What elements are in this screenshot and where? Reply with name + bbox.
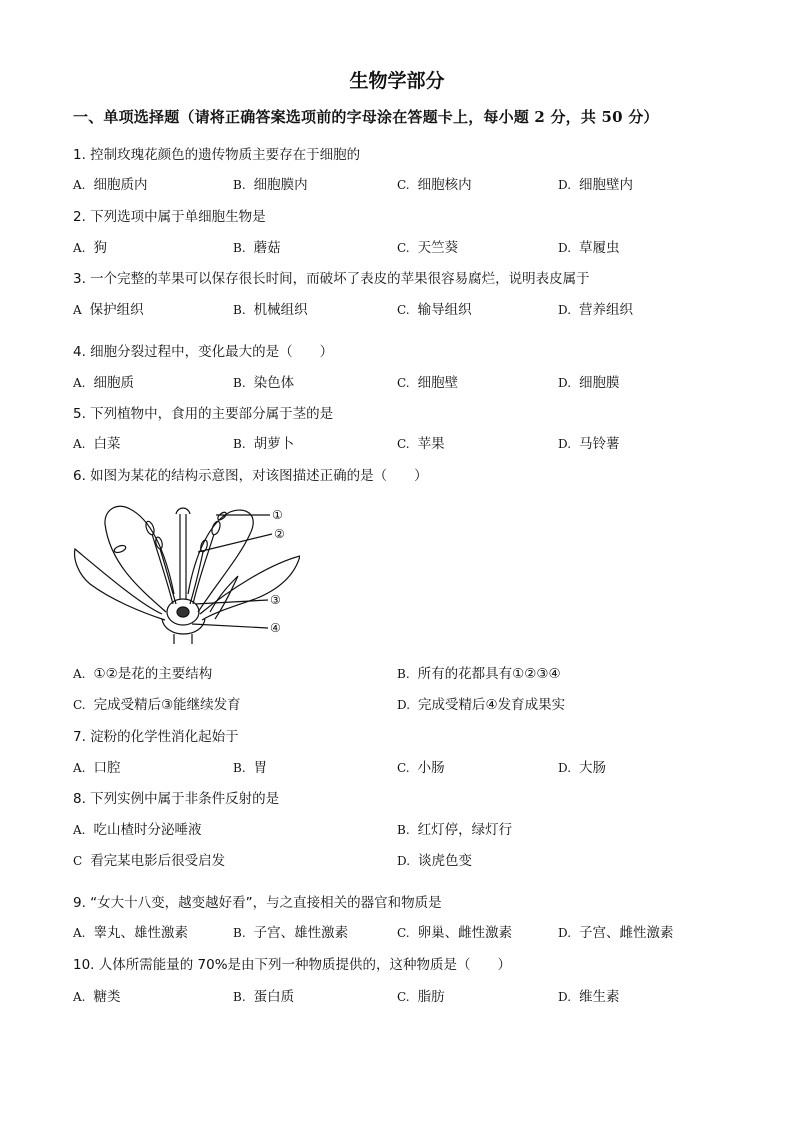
q1-option-b[interactable]: B. 细胞膜内	[233, 177, 308, 193]
q5-option-d[interactable]: D. 马铃薯	[558, 436, 620, 452]
section-heading: 一、单项选择题（请将正确答案选项前的字母涂在答题卡上，每小题 2 分，共 50 分）	[73, 108, 659, 126]
style	[180, 514, 186, 599]
q5-option-c[interactable]: C. 苹果	[397, 436, 445, 452]
anther-fallen-2	[217, 511, 228, 521]
q8-option-a[interactable]: A. 吃山楂时分泌唾液	[73, 822, 202, 838]
stem	[174, 634, 192, 644]
q3-option-d[interactable]: D. 营养组织	[558, 302, 634, 318]
q5-option-a[interactable]: A. 白菜	[73, 436, 121, 452]
page-title: 生物学部分	[349, 70, 445, 92]
filament-3	[160, 549, 176, 604]
petal-lower-left	[75, 549, 165, 620]
q3-option-c[interactable]: C. 输导组织	[397, 302, 472, 318]
q8-option-c[interactable]: C 看完某电影后很受启发	[73, 853, 226, 869]
question-5-stem: 5. 下列植物中，食用的主要部分属于茎的是	[73, 406, 334, 422]
leader-2	[198, 534, 272, 552]
question-10-stem: 10. 人体所需能量的 70%是由下列一种物质提供的，这种物质是（ ）	[73, 957, 512, 973]
q8-option-b[interactable]: B. 红灯停，绿灯行	[397, 822, 513, 838]
anther-fallen-1	[113, 544, 126, 554]
q2-option-d[interactable]: D. 草履虫	[558, 240, 620, 256]
figure-label-1: ①	[272, 508, 283, 522]
question-8-stem: 8. 下列实例中属于非条件反射的是	[73, 791, 280, 807]
stigma	[176, 508, 190, 514]
anther-2	[210, 520, 221, 536]
q9-option-d[interactable]: D. 子宫、雌性激素	[558, 925, 674, 941]
q2-option-a[interactable]: A. 狗	[73, 240, 107, 256]
q4-option-c[interactable]: C. 细胞壁	[397, 375, 459, 391]
q2-option-c[interactable]: C. 天竺葵	[397, 240, 459, 256]
q3-option-b[interactable]: B. 机械组织	[233, 302, 308, 318]
q8-option-d[interactable]: D. 谈虎色变	[397, 853, 473, 869]
q2-option-b[interactable]: B. 蘑菇	[233, 240, 281, 256]
figure-label-3: ③	[270, 593, 281, 607]
question-6-stem: 6. 如图为某花的结构示意图，对该图描述正确的是（ ）	[73, 468, 428, 484]
q3-option-a[interactable]: A 保护组织	[73, 302, 144, 318]
figure-label-4: ④	[270, 621, 281, 635]
ovule	[177, 607, 189, 617]
q4-option-b[interactable]: B. 染色体	[233, 375, 295, 391]
q1-option-c[interactable]: C. 细胞核内	[397, 177, 472, 193]
q10-option-b[interactable]: B. 蛋白质	[233, 989, 295, 1005]
q5-option-b[interactable]: B. 胡萝卜	[233, 436, 295, 452]
q10-option-c[interactable]: C. 脂肪	[397, 989, 445, 1005]
q9-option-b[interactable]: B. 子宫、雄性激素	[233, 925, 349, 941]
q7-option-b[interactable]: B. 胃	[233, 760, 268, 776]
question-2-stem: 2. 下列选项中属于单细胞生物是	[73, 209, 266, 225]
q7-option-a[interactable]: A. 口腔	[73, 760, 121, 776]
figure-label-2: ②	[274, 527, 285, 541]
receptacle	[162, 619, 205, 634]
q10-option-a[interactable]: A. 糖类	[73, 989, 121, 1005]
question-1-stem: 1. 控制玫瑰花颜色的遗传物质主要存在于细胞的	[73, 147, 361, 163]
flower-structure-diagram	[70, 494, 300, 644]
q9-option-c[interactable]: C. 卵巢、雌性激素	[397, 925, 513, 941]
q7-option-d[interactable]: D. 大肠	[558, 760, 607, 776]
q6-option-c[interactable]: C. 完成受精后③能继续发育	[73, 697, 241, 713]
q4-option-a[interactable]: A. 细胞质	[73, 375, 134, 391]
q1-option-d[interactable]: D. 细胞壁内	[558, 177, 634, 193]
q1-option-a[interactable]: A. 细胞质内	[73, 177, 148, 193]
q6-option-b[interactable]: B. 所有的花都具有①②③④	[397, 666, 561, 682]
q4-option-d[interactable]: D. 细胞膜	[558, 375, 620, 391]
question-4-stem: 4. 细胞分裂过程中，变化最大的是（ ）	[73, 344, 334, 360]
question-9-stem: 9. “女大十八变，越变越好看”，与之直接相关的器官和物质是	[73, 895, 442, 911]
q7-option-c[interactable]: C. 小肠	[397, 760, 445, 776]
q10-option-d[interactable]: D. 维生素	[558, 989, 620, 1005]
leader-4	[192, 624, 268, 628]
sepal	[210, 576, 238, 619]
q6-option-a[interactable]: A. ①②是花的主要结构	[73, 666, 213, 682]
question-3-stem: 3. 一个完整的苹果可以保存很长时间，而破坏了表皮的苹果很容易腐烂，说明表皮属于	[73, 271, 590, 287]
question-7-stem: 7. 淀粉的化学性消化起始于	[73, 729, 239, 745]
q9-option-a[interactable]: A. 睾丸、雄性激素	[73, 925, 188, 941]
q6-option-d[interactable]: D. 完成受精后④发育成果实	[397, 697, 566, 713]
